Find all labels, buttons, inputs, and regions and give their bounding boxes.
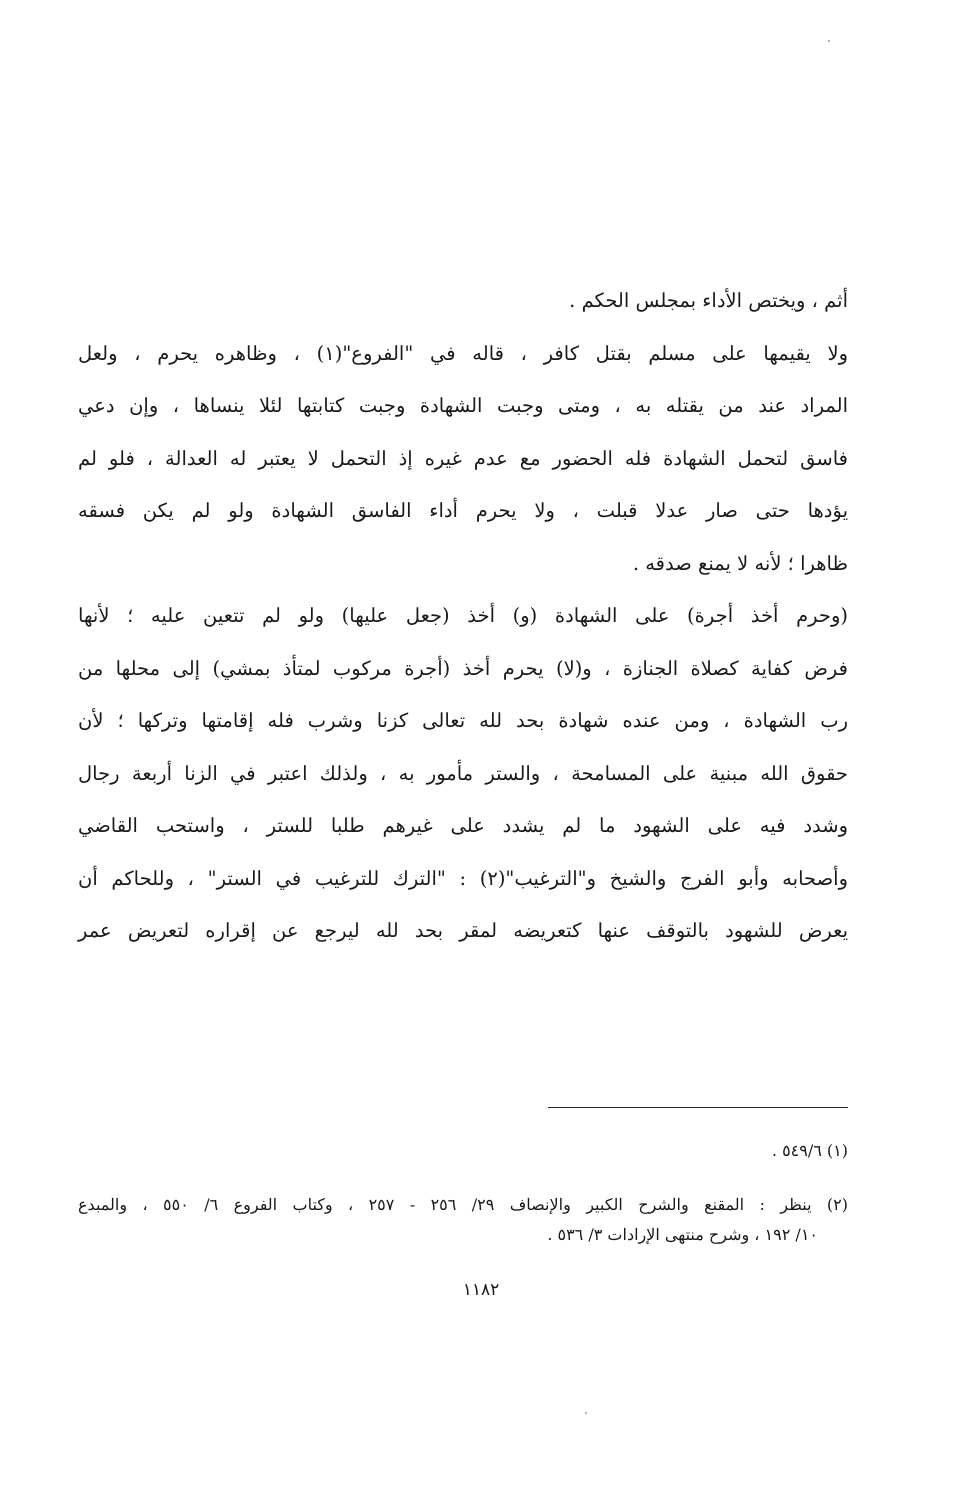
footnote-1: (١) ٥٤٩/٦ . [771,1141,848,1160]
text-line-6: ظاهرا ؛ لأنه لا يمنع صدقه . [632,551,848,575]
text-line-13: يعرض للشهود بالتوقف عنها كتعريضه لمقر بحد لله ليرجع عن إقراره لتعريض عمر [78,919,848,942]
text-line-1: أثم ، ويختص الأداء بمجلس الحكم . [569,289,848,312]
text-line-4: فاسق لتحمل الشهادة فله الحضور مع عدم غيره إذ التحمل لا يعتبر له العدالة ، فلو لم [78,446,848,470]
footnote-2-line-1: (٢) ينظر : المقنع والشرح الكبير والإنصاف ٢٩/ ٢٥٦ - ٢٥٧ ، وكتاب الفروع ٦/ ٥٥٠ ، والمبدع [78,1195,849,1214]
text-line-12: وأصحابه وأبو الفرج والشيخ و"الترغيب"(٢) : "الترك للترغيب في الستر" ، وللحاكم أن [78,866,848,890]
text-line-7: (وحرم أخذ أجرة) على الشهادة (و) أخذ (جعل عليها) ولو لم تتعين عليه ؛ لأنها [78,604,848,627]
text-line-11: وشدد فيه على الشهود ما لم يشدد على غيرهم طلبا للستر ، واستحب القاضي [78,814,848,837]
text-line-10: حقوق الله مبنية على المسامحة ، والستر مأمور به ، ولذلك اعتبر في الزنا أربعة رجال [78,761,848,785]
scan-speck [828,40,830,42]
footnote-divider [548,1107,848,1108]
footnote-2-line-2: ١٠/ ١٩٢ ، وشرح منتهى الإرادات ٣/ ٥٣٦ . [547,1225,818,1244]
page-number: ١١٨٢ [462,1280,500,1300]
text-line-5: يؤدها حتى صار عدلا قبلت ، ولا يحرم أداء الفاسق الشهادة ولو لم يكن فسقه [78,499,848,522]
scan-speck [585,1412,587,1414]
text-line-2: ولا يقيمها على مسلم بقتل كافر ، قاله في "الفروع"(١) ، وظاهره يحرم ، ولعل [78,341,848,365]
text-line-9: رب الشهادة ، ومن عنده شهادة بحد لله تعالى كزنا وشرب فله إقامتها وتركها ؛ لأن [78,709,848,732]
text-line-8: فرض كفاية كصلاة الجنازة ، و(لا) يحرم أخذ (أجرة مركوب لمتأذ بمشي) إلى محلها من [78,656,848,680]
footnotes [78,1136,848,1250]
main-text [78,275,848,958]
text-line-3: المراد عند من يقتله به ، ومتى وجبت الشهادة وجبت كتابتها لئلا ينساها ، وإن دعي [78,394,848,417]
